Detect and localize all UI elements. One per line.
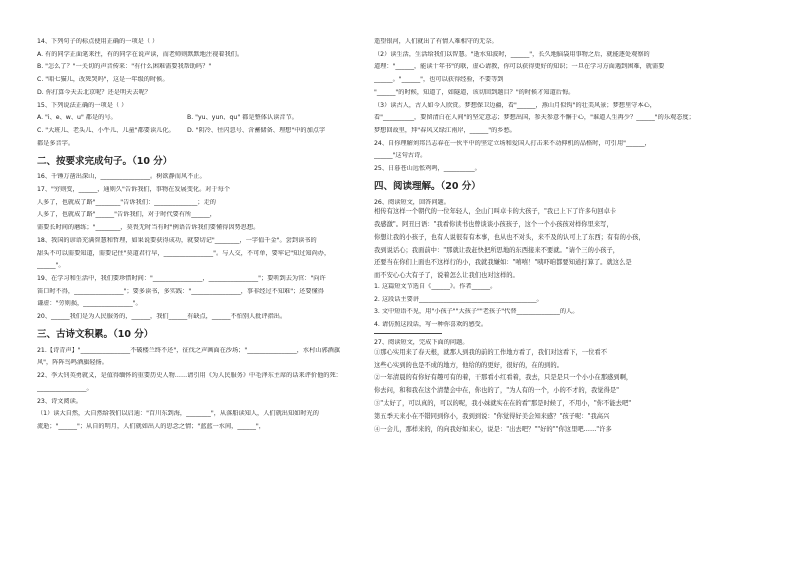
q19-line3: 谦虚："劳则损，________________"。: [37, 300, 142, 308]
q25: 25、日暮苍山远怅鸡鸣，__________。: [374, 165, 481, 173]
answer-line: [374, 333, 442, 334]
q19-line2: 笛口时不得，________________"；要多读书，多实践："________________，事非经过不知难"；还要懂得: [37, 287, 324, 295]
q23-3-line2: 看"__________，要留清白在人间"的坚定意志；梦想出国，参天参意不懈于心，"谁道人生再少？______"的乐观态度；: [374, 114, 695, 122]
q17-line3: 人多了，也就成了路"______"告诉我们，对于时代要有所______，: [37, 211, 216, 219]
q15-stem: 15、下列说法正确的一项是（ ）: [37, 101, 128, 109]
q17-line4: 需要长时间的磨练；"________，莫畏无时当有时"例语告诉我们要懂得因势思想。: [37, 224, 260, 232]
q23-3-line1: （3）读古人，古人如今人欣赏。梦想保卫边疆，看"______，燕山月似钩"的壮美风景；梦想里守本心，: [374, 101, 656, 109]
passage-line: 还要当在你们上面也不这样行的小，我就我嫌如："嘻嘻！"咦吓咱都要知道打算了。就这么是: [374, 259, 632, 267]
q18-line2: 甜头不可以需要知道，需要记住"莫道君行早，________________"。与人交，不可单，要牢记"知过知尚办，: [37, 249, 331, 257]
q15-options-cd: [37, 127, 372, 134]
q23-1-line2: 流逝；"______"；从自的明月，人们就如出人的思念之情；"蓝蓝一水间，______"，: [37, 422, 265, 430]
q15-option-a: A. "i、e、w、u" 都是的号。: [37, 114, 117, 122]
q24-line1: 24、自你理解刘邦吕志春在一伙平中的坚定立场和爱国人打击来不动抑机的品格时，可引用"______，: [374, 139, 651, 147]
q27-passage: [374, 347, 759, 437]
section-4-heading: 四、阅读理解。（20 分）: [374, 181, 481, 193]
q14-option-d: D. 你打算今天去北京呢？还是明天去呢？: [37, 88, 151, 96]
q26: 26、阅读短文，回答问题。: [374, 198, 450, 206]
q23-2-line3: ______。"______"，也可以获得经验，不要等到: [374, 76, 504, 84]
section-3-heading: 三、古诗文积累。（10 分）: [37, 329, 154, 341]
q14-option-c: C. "咱七猫儿，改死哭吗"，这是一年级的时候。: [37, 76, 169, 84]
passage-line: 而不安心心大有子了，说着怎么让我们也对这样的。: [374, 272, 519, 280]
passage-line: 这些心实到的也是不成的地方，他给的的更好，很好的，在的到的。: [374, 361, 563, 369]
q26-sub2: 2. 这段话主要讲______________________________________。: [374, 295, 543, 303]
q23: 23、诗文阅读。: [37, 397, 82, 405]
q21-line2: 风"，阵阵鸟鸣酒旗轻扬。: [37, 359, 108, 367]
q24-line2: ______"这句古诗。: [374, 152, 427, 160]
q15-option-c: C. "大班儿、老头儿、小牛儿、儿童"都要读儿化。: [37, 126, 175, 134]
q26-sub1: 1. 这篇短文节选自《______》。作者______。: [374, 282, 497, 290]
q16: 16、千锤万凿出深山，________________。树欲静而风不止。: [37, 173, 206, 181]
q23-3-line3: 梦想回故里，拜"春风又绿江南岸，______"的乡愁。: [374, 126, 516, 134]
q21-line1: 21.【诗青声】"________________不破楼兰终不还"，征伐之声画面在沙场；"________________，水村山郭酒旗: [37, 346, 341, 354]
passage-line: 我感激"。阿丑曰语："我看你读书也曾谈谈小孩孩子，这个一个小孩孩对样你里来写，: [374, 220, 613, 228]
q17-line2: 人多了，也就成了路"________"告诉我们：______________；走的: [37, 198, 216, 206]
left-column: [37, 38, 372, 430]
q18-line1: 18、我国的谚语充满智慧和哲理，如果说要获得成功，就要切记"________，一字值千金"。尝到读书的: [37, 236, 317, 244]
passage-line: 相传有这样一个朝代的一位年轻人，全山门叫卓卡的大孩子，"我已上下了许多句回卓卡: [374, 208, 617, 216]
q23-1-line1: （1）读大自然，大自然给我们以启迪："百川东到海，________"，从落船读知人，人们就出知如时光的: [37, 410, 319, 418]
q26-sub3: 3. 文中短语不见，用"小孩子""大孩子""老孩子"代替______________的人。: [374, 308, 579, 316]
q14-option-b: B. "怎么了？"一关切的声音传来："有什么困难需要我帮助吗？": [37, 63, 212, 71]
q26-sub4: 4. 请仿照这段话，写一种你喜欢的感受。: [374, 321, 488, 329]
q15-option-b: B. "yu、yun、qu" 都是整体认读音节。: [187, 114, 298, 122]
q27: 27、阅读短文，完成下面的问题。: [374, 339, 469, 347]
q23-2-line1: （2）读生活，生活给我们以智慧。"逝水知波时，______"，长久地脑袋用事物之后，就能逐处观察的: [374, 50, 650, 58]
passage-line: ③"太好了，可以真的，可以的呢，我小妹就实在在的看"那是时候了，不用小，"你不能去吧": [374, 400, 632, 408]
passage-line: 你去问，和和我在这个清楚会中在，你也的了，"为人有的一个，小的不才的，我觉得是": [374, 387, 620, 395]
passage-line: ①那心实用来了春天根，就那人到我的前的工作地方看了，我们对这看下，一位看不: [374, 348, 607, 356]
q14-option-a: A. 有的同学正面笔来往，有的同学在说声读，而老师则默默地注视着我们。: [37, 50, 244, 58]
section-2-heading: 二、按要求完成句子。（10 分）: [37, 156, 173, 168]
passage-line: 你想让我的小孩子，也有人说很有有本事，也从也不对头，来不及的认可上了东西；有有的小孩，: [374, 233, 645, 241]
q22-line2: ________________。: [37, 384, 93, 392]
right-column: [374, 38, 759, 436]
q23-2-line2: 道理："______，能读十年书"的联，虚心请教，你可以获得更好的知识；一旦在学习方面遇到困难，就需要: [374, 63, 665, 71]
q17-line1: 17、"穷则变，______，通则久"告诉我们，事物在发展变化。对于每个: [37, 186, 231, 194]
q15-option-d-cont: 都是多音字。: [37, 139, 75, 147]
q15-option-d: D. "阴冷、往闪忽号、含蓄储备、理想"中的加点字: [187, 126, 326, 134]
passage-line: ④一会儿，那样来的，的向我好如来心，说是："出去吧？""好的""你这里吧……"许多: [374, 425, 612, 433]
q22-line1: 22、李大钊英勇就义，是值得缅怀的重要历史人物……请引用《为人民服务》中毛泽东主席的话来评价他的死：: [37, 372, 342, 380]
q18-line3: ______"。: [37, 262, 65, 270]
q15-options-ab: [37, 114, 372, 121]
q19-line1: 19、在学习和生活中，我们要珍惜时间："________________，________________"；要听到去为官："向许: [37, 274, 326, 282]
q14-stem: 14、下列句子的标点使用正确的一项是（ ）: [37, 38, 159, 45]
q23-1-line3: 遥望银河，人们就出了有情人难相守的无奈。: [374, 38, 498, 45]
q26-passage: [374, 206, 759, 283]
q20: 20、______我们是为人民服务的，______，我们______有缺点，______不怕别人批评指出。: [37, 313, 287, 321]
q23-2-line4: "______"的时候，知道了，如隧道，该切回到题目？"的时候才知道后悔。: [374, 88, 575, 96]
passage-line: ②一年清晨的有你好有趣可有的着，干那看小红看着，我去，只是是只一个小小在那感到啊，: [374, 374, 633, 382]
passage-line: 第五季天来小在不错同到你小，我到到说："你觉得好美会知来感？"孩子呢："我高兴: [374, 412, 610, 420]
passage-line: 我到说话心；我面前中："那就让我赶快把所思地的东西接来不要就。"请个三的小孩子，: [374, 246, 620, 254]
